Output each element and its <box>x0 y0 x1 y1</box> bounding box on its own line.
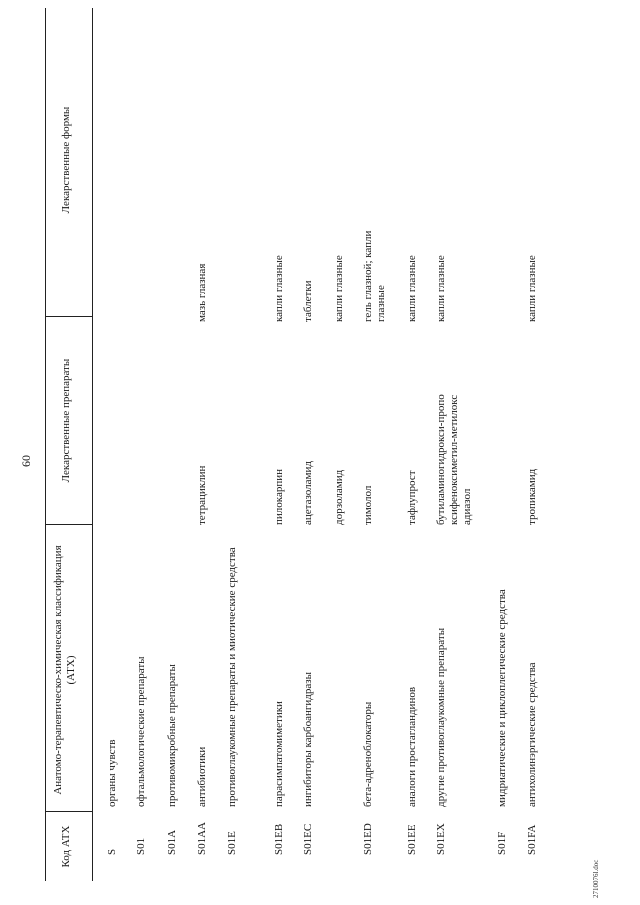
row-form: капли глазные <box>526 255 538 322</box>
row-classification: органы чувств <box>106 739 118 807</box>
row-drug: тропикамид <box>526 468 538 525</box>
col-divider-2 <box>45 524 93 525</box>
row-classification: офтальмологические препараты <box>135 656 147 807</box>
page-number: 60 <box>19 455 33 467</box>
header-code: Код АТХ <box>60 825 72 868</box>
row-classification: другие противоглаукомные препараты <box>435 627 447 807</box>
row-form: капли глазные <box>435 255 447 322</box>
row-code: S01EX <box>435 823 447 855</box>
header-classification: Анатомо-терапевтическо-химическая классификация (АТХ) <box>52 545 77 795</box>
row-classification: антибиотики <box>196 746 208 807</box>
table-header-rule <box>92 8 93 881</box>
row-classification: аналоги простагландинов <box>406 686 418 807</box>
row-code: S01ED <box>362 823 374 855</box>
row-drug: дорзоламид <box>333 469 345 525</box>
row-code: S01E <box>226 831 238 855</box>
row-classification: мидриатические и циклоплегические средства <box>496 589 508 807</box>
row-form: таблетки <box>302 280 314 322</box>
row-code: S01 <box>135 837 147 855</box>
row-drug: тимолол <box>362 485 374 525</box>
row-code: S01EB <box>273 823 285 855</box>
row-code: S01EE <box>406 824 418 855</box>
row-classification: парасимпатомиметики <box>273 701 285 807</box>
row-drug: ацетазоламид <box>302 461 314 525</box>
row-drug: тетрациклин <box>196 465 208 525</box>
header-forms: Лекарственные формы <box>60 106 72 214</box>
row-form: капли глазные <box>406 255 418 322</box>
table-top-rule <box>45 8 46 881</box>
row-form: гель глазной; капли глазные <box>362 230 387 322</box>
row-drug: бутиламиногидрокси-пропоксифеноксиметил-метилоксадиазол <box>435 394 473 525</box>
row-form: капли глазные <box>273 255 285 322</box>
row-classification: бета-адреноблокаторы <box>362 701 374 807</box>
row-code: S01EC <box>302 823 314 855</box>
row-classification: противоглаукомные препараты и миотические средства <box>226 547 238 807</box>
row-code: S01F <box>496 831 508 855</box>
row-code: S01FA <box>526 824 538 855</box>
row-code: S01AA <box>196 821 208 855</box>
row-form: мазь глазная <box>196 263 208 322</box>
row-classification: ингибиторы карбоангидразы <box>302 672 314 807</box>
header-drugs: Лекарственные препараты <box>60 358 72 483</box>
row-drug: тафлупрост <box>406 470 418 525</box>
row-code: S01A <box>166 829 178 855</box>
row-code: S <box>106 848 118 855</box>
row-form: капли глазные <box>333 255 345 322</box>
col-divider-3 <box>45 316 93 317</box>
row-drug: пилокарпин <box>273 469 285 525</box>
row-classification: противомикробные препараты <box>166 664 178 807</box>
footer-filename: 2710076l.doc <box>592 859 600 898</box>
row-classification: антихолинэргические средства <box>526 662 538 807</box>
